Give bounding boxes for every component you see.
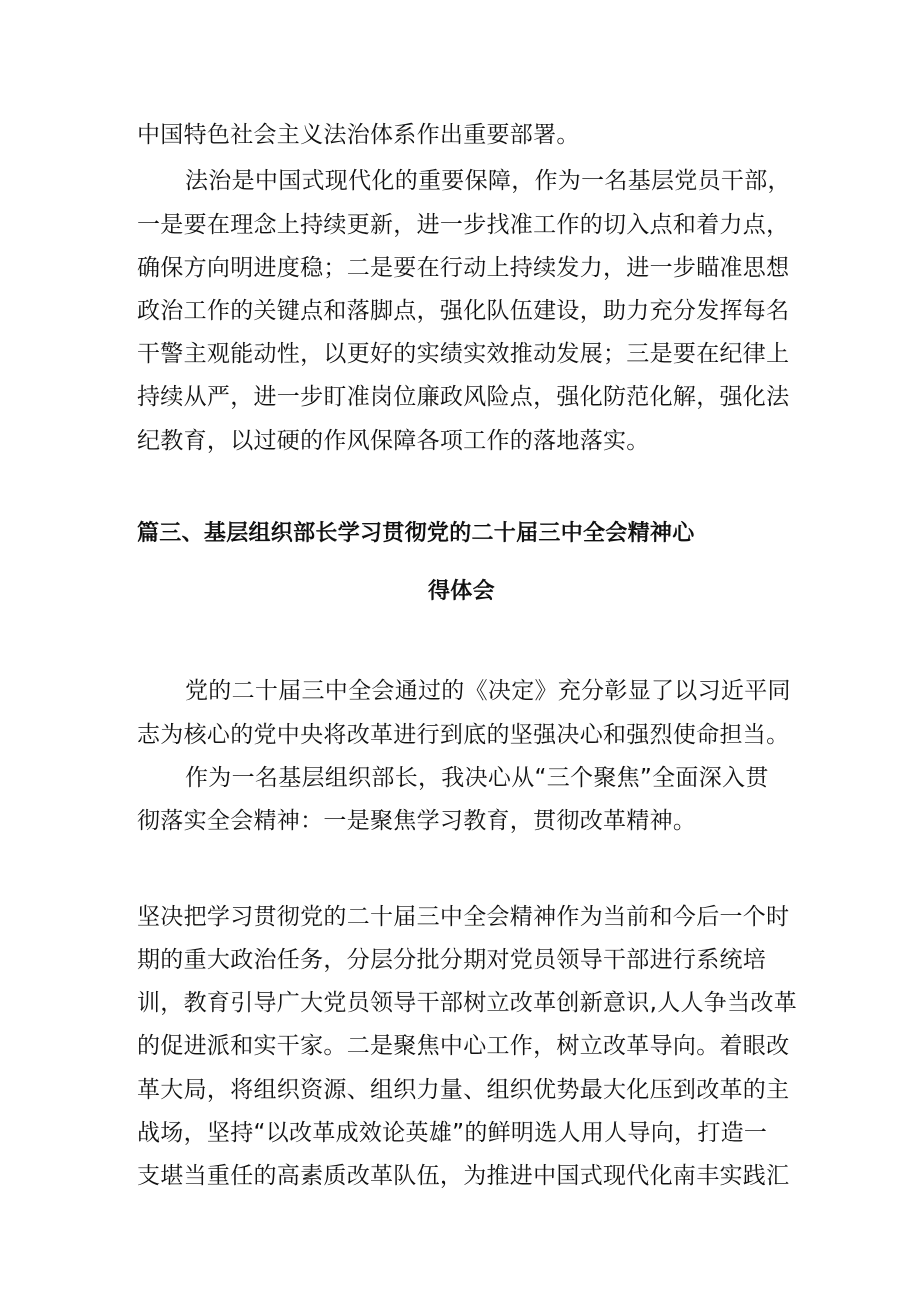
paragraph-line: 革大局，将组织资源、组织力量、组织优势最大化压到改革的主 xyxy=(137,1077,790,1103)
paragraph-line: 党的二十届三中全会通过的《决定》充分彰显了以习近平同 xyxy=(185,678,791,704)
section-heading-continued: 得体会 xyxy=(428,579,495,604)
paragraph-line: 确保方向明进度稳；二是要在行动上持续发力，进一步瞄准思想 xyxy=(137,255,790,281)
paragraph-line: 战场，坚持“以改革成效论英雄”的鲜明选人用人导向，打造一 xyxy=(137,1120,768,1146)
paragraph-line: 支堪当重任的高素质改革队伍，为推进中国式现代化南丰实践汇 xyxy=(137,1163,790,1189)
paragraph-line: 法治是中国式现代化的重要保障，作为一名基层党员干部， xyxy=(185,168,791,194)
paragraph-line: 作为一名基层组织部长，我决心从“三个聚焦”全面深入贯 xyxy=(185,765,769,791)
paragraph-line: 政治工作的关键点和落脚点，强化队伍建设，助力充分发挥每名 xyxy=(137,298,790,324)
paragraph-line: 一是要在理念上持续更新，进一步找准工作的切入点和着力点， xyxy=(137,212,790,238)
paragraph-line: 彻落实全会精神：一是聚焦学习教育，贯彻改革精神。 xyxy=(137,808,697,834)
paragraph-line: 纪教育，以过硬的作风保障各项工作的落地落实。 xyxy=(137,428,650,454)
paragraph-line: 坚决把学习贯彻党的二十届三中全会精神作为当前和今后一个时 xyxy=(137,904,790,930)
paragraph-line: 中国特色社会主义法治体系作出重要部署。 xyxy=(137,122,580,148)
paragraph-line: 持续从严，进一步盯准岗位廉政风险点，强化防范化解，强化法 xyxy=(137,384,790,410)
paragraph-line: 训，教育引导广大党员领导干部树立改革创新意识,人人争当改革 xyxy=(137,990,798,1016)
paragraph-line: 期的重大政治任务，分层分批分期对党员领导干部进行系统培 xyxy=(137,947,767,973)
section-heading: 篇三、基层组织部长学习贯彻党的二十届三中全会精神心 xyxy=(137,521,695,546)
paragraph-line: 的促进派和实干家。二是聚焦中心工作，树立改革导向。着眼改 xyxy=(137,1033,790,1059)
paragraph-line: 干警主观能动性，以更好的实绩实效推动发展；三是要在纪律上 xyxy=(137,341,790,367)
paragraph-line: 志为核心的党中央将改革进行到底的坚强决心和强烈使命担当。 xyxy=(137,722,790,748)
